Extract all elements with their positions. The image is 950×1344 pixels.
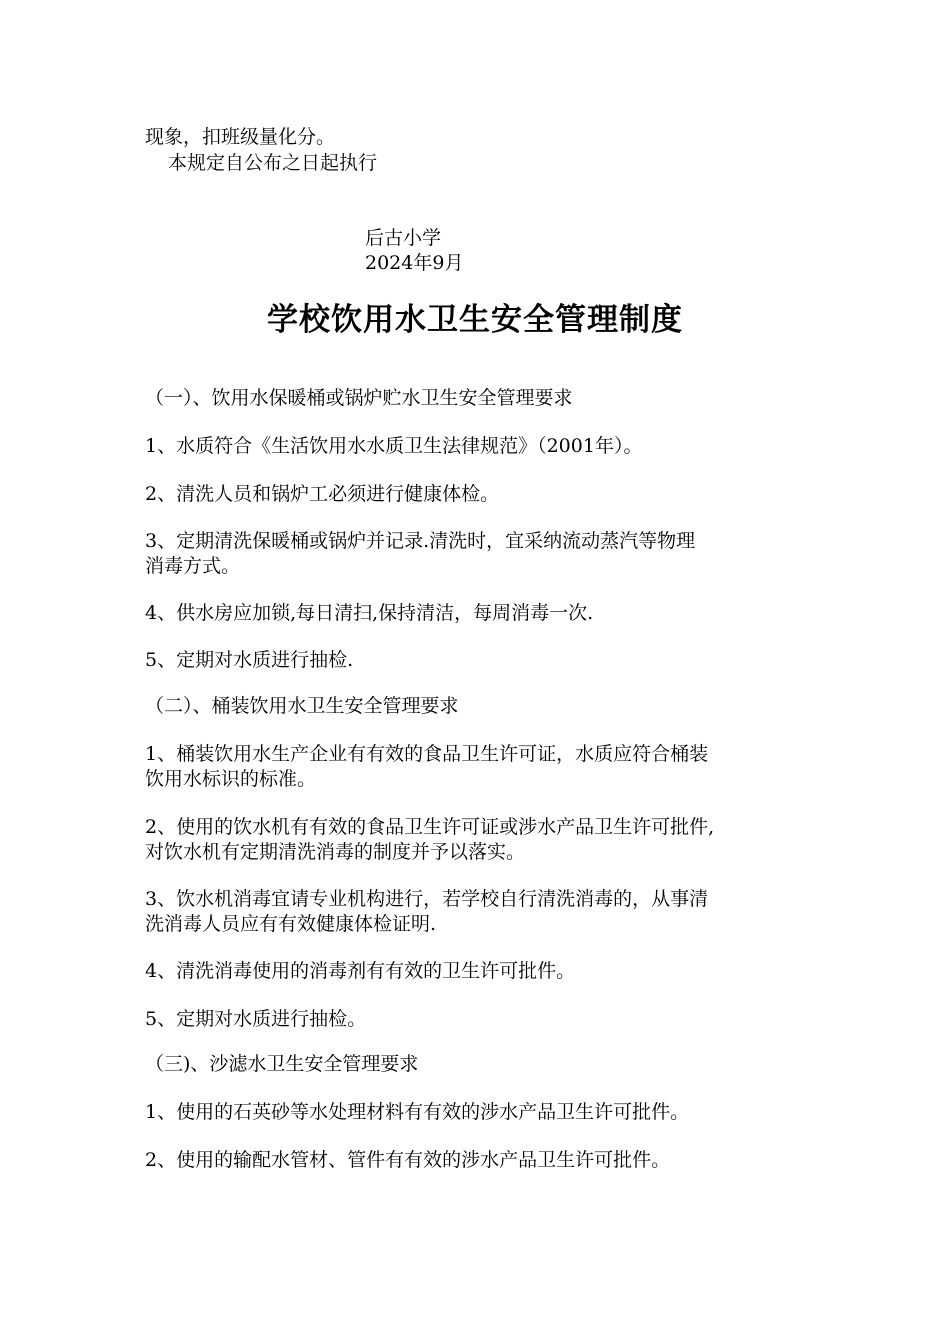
document-title: 学校饮用水卫生安全管理制度 xyxy=(267,302,683,338)
section-2-item-1-cont: 饮用水标识的标准。 xyxy=(145,768,317,790)
section-1-item-5: 5、定期对水质进行抽检. xyxy=(145,649,354,671)
section-3-heading: （三)、沙滤水卫生安全管理要求 xyxy=(145,1053,419,1075)
section-1-item-1: 1、水质符合《生活饮用水水质卫生法律规范》（2001年）。 xyxy=(145,435,643,457)
section-2-item-1: 1、桶装饮用水生产企业有有效的食品卫生许可证，水质应符合桶装 xyxy=(145,743,709,765)
signature-date: 2024年9月 xyxy=(365,252,464,274)
section-2-item-4: 4、清洗消毒使用的消毒剂有有效的卫生许可批件。 xyxy=(145,960,576,982)
section-3-item-1: 1、使用的石英砂等水处理材料有有效的涉水产品卫生许可批件。 xyxy=(145,1101,690,1123)
section-2-item-2: 2、使用的饮水机有有效的食品卫生许可证或涉水产品卫生许可批件, xyxy=(145,816,715,838)
signature-school: 后古小学 xyxy=(365,227,442,249)
section-1-heading: （一）、饮用水保暖桶或锅炉贮水卫生安全管理要求 xyxy=(145,387,573,409)
section-1-item-3: 3、定期清洗保暖桶或锅炉并记录.清洗时，宜采纳流动蒸汽等物理 xyxy=(145,530,696,552)
section-2-item-3: 3、饮水机消毒宜请专业机构进行，若学校自行清洗消毒的，从事清 xyxy=(145,888,709,910)
section-2-heading: （二）、桶装饮用水卫生安全管理要求 xyxy=(145,695,459,717)
section-3-item-2: 2、使用的输配水管材、管件有有效的涉水产品卫生许可批件。 xyxy=(145,1149,671,1171)
section-1-item-2: 2、清洗人员和锅炉工必须进行健康体检。 xyxy=(145,483,500,505)
section-2-item-3-cont: 洗消毒人员应有有效健康体检证明. xyxy=(145,913,437,935)
section-1-item-3-cont: 消毒方式。 xyxy=(145,555,241,577)
section-2-item-5: 5、定期对水质进行抽检。 xyxy=(145,1008,367,1030)
preamble-line-2: 本规定自公布之日起执行 xyxy=(168,152,378,174)
preamble-line-1: 现象，扣班级量化分。 xyxy=(145,126,336,148)
section-1-item-4: 4、供水房应加锁,每日清扫,保持清洁，每周消毒一次. xyxy=(145,602,594,624)
section-2-item-2-cont: 对饮水机有定期清洗消毒的制度并予以落实。 xyxy=(145,841,526,863)
